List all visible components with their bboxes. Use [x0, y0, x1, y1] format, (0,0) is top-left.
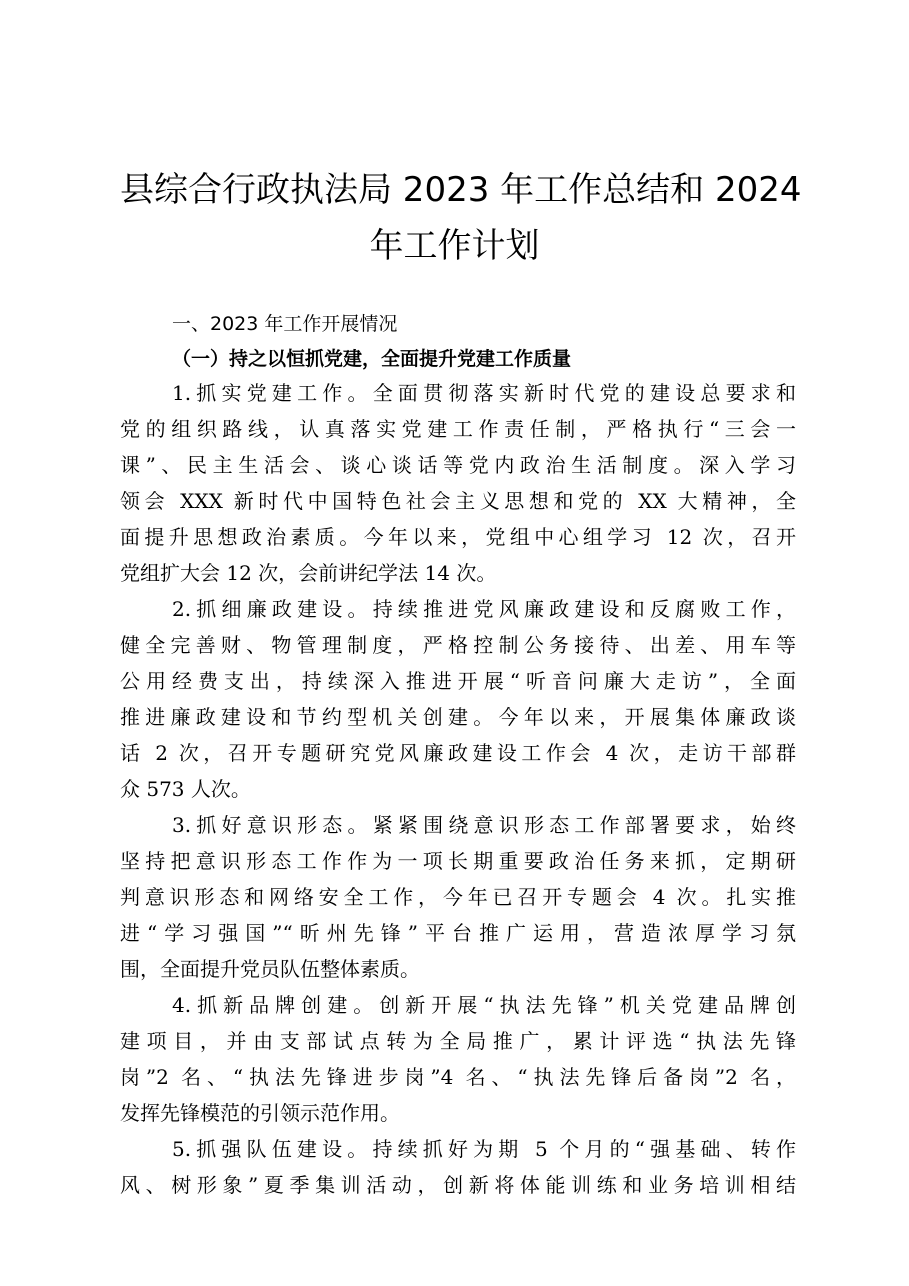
subsection-heading: （一）持之以恒抓党建，全面提升党建工作质量 — [172, 348, 572, 370]
paragraph-line: 4.抓新品牌创建。创新开展“执法先锋”机关党建品牌创 — [172, 993, 796, 1017]
paragraph-line: 健全完善财、物管理制度，严格控制公务接待、出差、用车等 — [120, 633, 796, 657]
paragraph-line: 面提升思想政治素质。今年以来，党组中心组学习 12 次，召开 — [120, 525, 796, 549]
paragraph-line: 建项目，并由支部试点转为全局推广，累计评选“执法先锋 — [120, 1029, 796, 1053]
document-body — [120, 306, 796, 1203]
paragraph-line: 判意识形态和网络安全工作，今年已召开专题会 4 次。扎实推 — [120, 885, 796, 909]
paragraph-line: 课”、民主生活会、谈心谈话等党内政治生活制度。深入学习 — [120, 453, 796, 477]
paragraph-team — [120, 1131, 796, 1203]
paragraph-line: 领会 XXX 新时代中国特色社会主义思想和党的 XX 大精神，全 — [120, 489, 796, 513]
paragraph-line: 3.抓好意识形态。紧紧围绕意识形态工作部署要求，始终 — [172, 813, 796, 837]
paragraph-line: 进“学习强国”“昕州先锋”平台推广运用，营造浓厚学习氛 — [120, 921, 796, 945]
title-line-1: 县综合行政执法局 2023 年工作总结和 2024 — [120, 170, 802, 210]
paragraph-line: 5.抓强队伍建设。持续抓好为期 5 个月的“强基础、转作 — [172, 1137, 796, 1161]
paragraph-line: 发挥先锋模范的引领示范作用。 — [120, 1101, 400, 1125]
section-heading: 一、2023 年工作开展情况 — [172, 313, 398, 335]
paragraph-line: 风、树形象”夏季集训活动，创新将体能训练和业务培训相结 — [120, 1173, 796, 1197]
paragraph-line: 话 2 次，召开专题研究党风廉政建设工作会 4 次，走访干部群 — [120, 741, 796, 765]
document-title — [120, 162, 802, 274]
paragraph-line: 党组扩大会 12 次，会前讲纪学法 14 次。 — [120, 561, 497, 585]
paragraph-line: 1.抓实党建工作。全面贯彻落实新时代党的建设总要求和 — [172, 381, 796, 405]
paragraph-line: 岗”2 名、“执法先锋进步岗”4 名、“执法先锋后备岗”2 名， — [120, 1065, 796, 1089]
paragraph-line: 围，全面提升党员队伍整体素质。 — [120, 957, 420, 981]
paragraph-line: 众 573 人次。 — [120, 777, 251, 801]
paragraph-integrity — [120, 591, 796, 807]
paragraph-line: 2.抓细廉政建设。持续推进党风廉政建设和反腐败工作， — [172, 597, 796, 621]
title-line-2: 年工作计划 — [369, 226, 540, 266]
paragraph-line: 党的组织路线，认真落实党建工作责任制，严格执行“三会一 — [120, 417, 796, 441]
paragraph-ideology — [120, 807, 796, 987]
paragraph-party-building — [120, 375, 796, 591]
paragraph-line: 公用经费支出，持续深入推进开展“听音问廉大走访”，全面 — [120, 669, 796, 693]
paragraph-line: 坚持把意识形态工作作为一项长期重要政治任务来抓，定期研 — [120, 849, 796, 873]
paragraph-line: 推进廉政建设和节约型机关创建。今年以来，开展集体廉政谈 — [120, 705, 796, 729]
paragraph-brand — [120, 987, 796, 1131]
